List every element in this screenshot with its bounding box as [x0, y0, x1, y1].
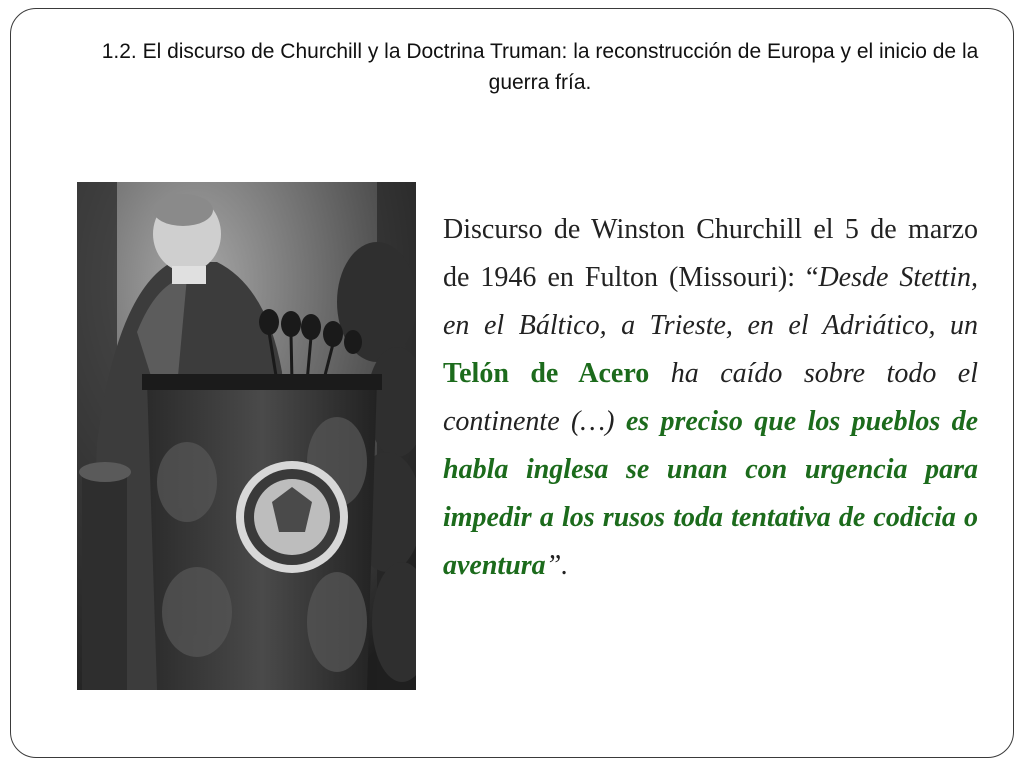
speech-paragraph [443, 206, 978, 590]
speech-quote-bold-telon: Telón de Acero [443, 358, 650, 389]
speech-quote-part2: ha caído sobre todo el continente (…) [443, 358, 978, 437]
speech-quote-bold-urgencia: es preciso que los pueblos de habla inglesa se unan con urgencia para impedir a los rusos toda tentativa de codicia o aventura [443, 406, 978, 581]
slide-title: 1.2. El discurso de Churchill y la Doctrina Truman: la reconstrucción de Europa y el inicio de la guerra fría. [101, 40, 979, 94]
speech-closing: ”. [545, 550, 569, 581]
churchill-photo [77, 182, 416, 690]
churchill-photo-illustration [77, 182, 416, 690]
speech-quote-part1: Desde Stettin, en el Báltico, a Trieste, en el Adriático, un [443, 262, 978, 341]
speech-intro: Discurso de Winston Churchill el 5 de marzo de 1946 en Fulton (Missouri): “ [443, 214, 978, 293]
